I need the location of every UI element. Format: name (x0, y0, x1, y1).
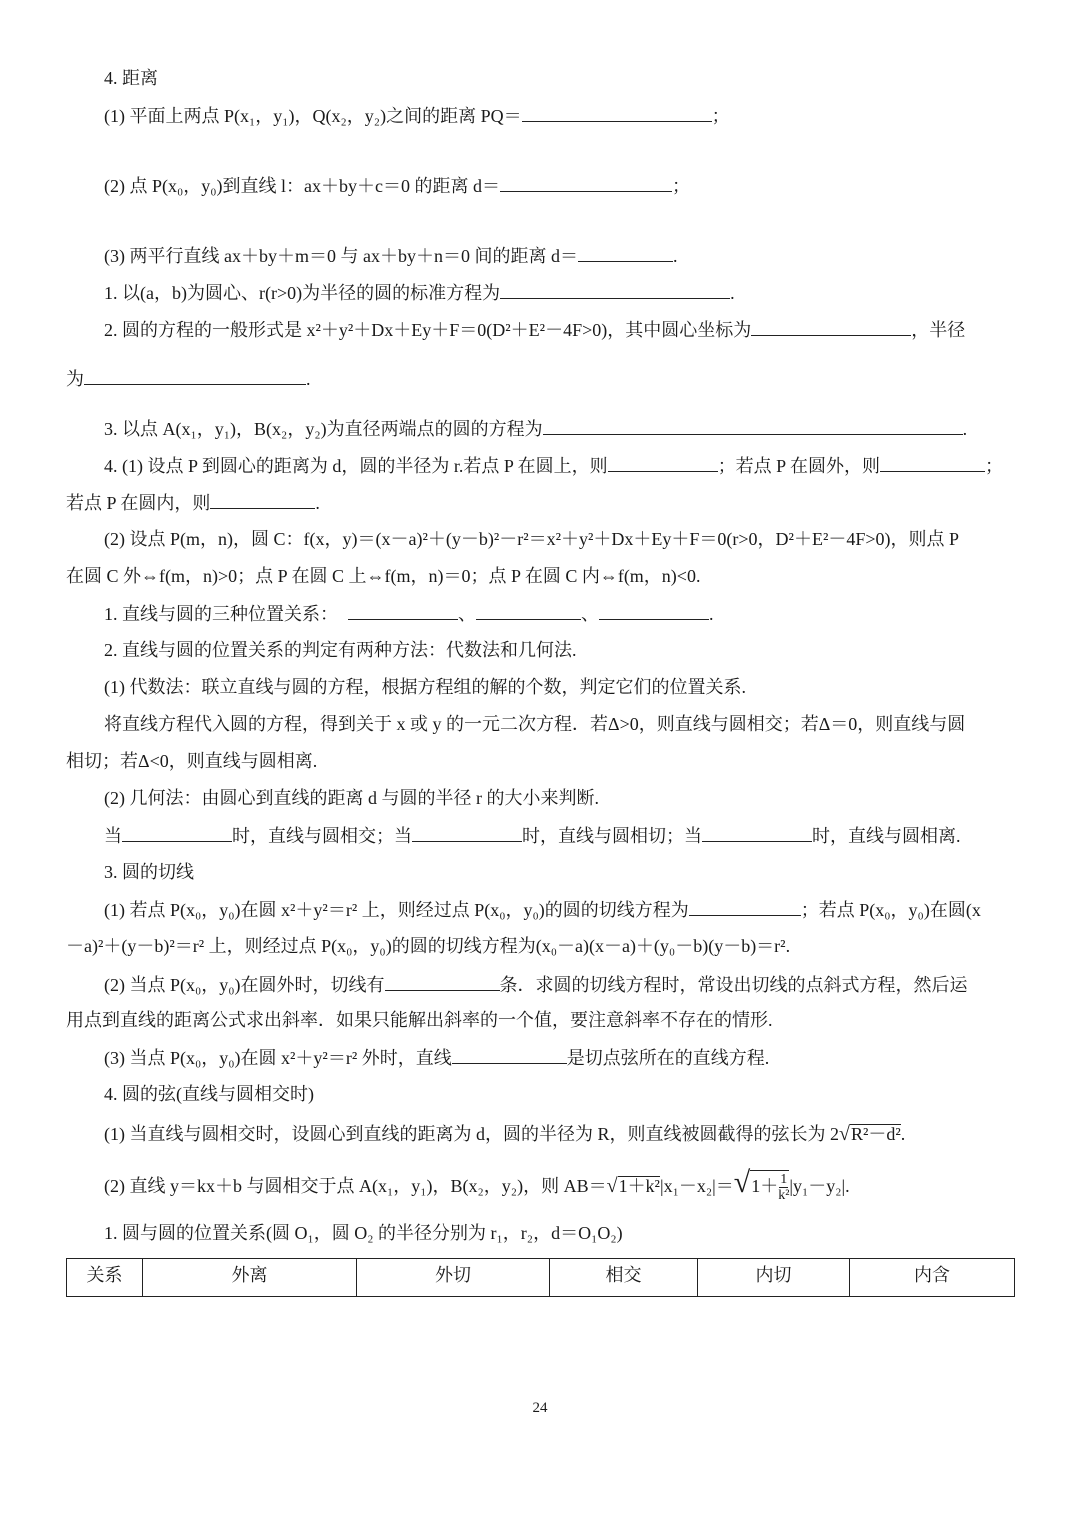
text: 是切点弦所在的直线方程. (566, 1048, 770, 1068)
text: (1) 平面上两点 P(x₁，y₁)，Q(x₂，y₂)之间的距离 PQ＝ (104, 106, 522, 126)
text: (1) 当直线与圆相交时，设圆心到直线的距离为 d，圆的半径为 R，则直线被圆截得的弦长为 2 (104, 1124, 839, 1144)
text: (2) 当点 P(x₀，y₀)在圆外时，切线有 (104, 975, 385, 995)
line-algebraic (104, 675, 746, 699)
table-header-cell: 外切 (357, 1259, 550, 1297)
line-circle-circle-relation (104, 1221, 623, 1245)
text: 、 (458, 604, 476, 624)
answer-blank[interactable] (543, 416, 963, 435)
line-geometric-blanks (104, 823, 961, 848)
text: . (306, 369, 311, 389)
text: 将直线方程代入圆的方程，得到关于 x 或 y 的一元二次方程．若Δ>0，则直线与圆相交；若Δ＝0，则直线与圆 (104, 714, 966, 734)
line-chord-length-formula (104, 1166, 850, 1204)
table-header-cell: 内切 (698, 1259, 850, 1297)
line-two-methods (104, 638, 577, 662)
answer-blank[interactable] (348, 601, 458, 620)
sqrt-icon: √ (733, 1166, 751, 1199)
text: 1. 以(a，b)为圆心、r(r>0)为半径的圆的标准方程为 (104, 283, 501, 303)
line-distance-two-points (104, 103, 730, 128)
text: 1＋ (751, 1176, 779, 1196)
text: 当 (104, 826, 122, 846)
answer-blank[interactable] (608, 453, 718, 472)
table-header-cell: 关系 (67, 1259, 143, 1297)
answer-blank[interactable] (84, 366, 306, 385)
table-header-cell: 外离 (143, 1259, 357, 1297)
text: . (730, 283, 735, 303)
line-tangent-outside (104, 972, 968, 997)
math-radicand: R²－d² (850, 1124, 901, 1144)
text: . (962, 419, 968, 439)
line-distance-point-line (104, 173, 690, 198)
line-function-criterion-cont (66, 564, 700, 588)
text: (2) 几何法：由圆心到直线的距离 d 与圆的半径 r 的大小来判断. (104, 788, 599, 808)
text: ；若点 P 在圆外，则 (717, 456, 881, 476)
line-tangent-on-circle-cont (66, 934, 790, 958)
section-heading-tangent (104, 860, 194, 884)
line-discriminant-cont (66, 749, 317, 773)
text: (2) 直线 y＝kx＋b 与圆相交于点 A(x₁，y₁)，B(x₂，y₂)，则 AB＝ (104, 1176, 607, 1196)
line-point-circle-position (104, 453, 1003, 478)
text: －a)²＋(y－b)²＝r² 上，则经过点 P(x₀，y₀)的圆的切线方程为(x₀－a)(x－a)＋(y₀－b)(y－b)＝r². (66, 936, 791, 956)
text: 时，直线与圆相切；当 (522, 826, 702, 846)
answer-blank[interactable] (880, 453, 985, 472)
text: (2) 点 P(x₀，y₀)到直线 l：ax＋by＋c＝0 的距离 d＝ (104, 176, 501, 196)
text: . (315, 493, 320, 513)
text: 1. 圆与圆的位置关系(圆 O₁，圆 O₂ 的半径分别为 r₁，r₂，d＝O₁O₂) (104, 1223, 623, 1243)
circle-relation-table (66, 1258, 1015, 1297)
answer-blank[interactable] (210, 490, 315, 509)
text: (2) 设点 P(m，n)，圆 C：f(x，y)＝(x－a)²＋(y－b)²－r²＝x²＋y²＋Dx＋Ey＋F＝0(r>0，D²＋E²－4F>0)，则点 P (104, 529, 960, 549)
answer-blank[interactable] (578, 243, 673, 262)
line-point-inside (66, 490, 320, 515)
answer-blank[interactable] (689, 897, 801, 916)
line-general-equation (104, 317, 965, 342)
numerator: 1 (780, 1172, 788, 1188)
answer-blank[interactable] (412, 823, 522, 842)
answer-blank[interactable] (476, 601, 581, 620)
line-diameter-equation (104, 416, 967, 441)
answer-blank[interactable] (522, 103, 712, 122)
answer-blank[interactable] (122, 823, 232, 842)
table-header-cell: 相交 (550, 1259, 698, 1297)
section-heading-distance (104, 66, 158, 90)
text: 在圆 C 外⇔f(m，n)>0；点 P 在圆 C 上⇔f(m，n)＝0；点 P 在圆 C 内⇔f(m，n)<0. (66, 566, 701, 586)
text: 为 (66, 369, 84, 389)
line-function-criterion (104, 527, 959, 551)
answer-blank[interactable] (452, 1045, 567, 1064)
line-tangent-on-circle (104, 897, 981, 922)
line-standard-equation (104, 280, 735, 305)
text: 3. 以点 A(x₁，y₁)，B(x₂，y₂)为直径两端点的圆的方程为 (104, 419, 543, 439)
text: 相切；若Δ<0，则直线与圆相离. (66, 751, 318, 771)
text: 2. 圆的方程的一般形式是 x²＋y²＋Dx＋Ey＋F＝0(D²＋E²－4F>0)，其中圆心坐标为 (104, 320, 752, 340)
text: 用点到直线的距离公式求出斜率．如果只能解出斜率的一个值，要注意斜率不存在的情形. (66, 1010, 773, 1030)
text: |y₁－y₂|. (789, 1176, 850, 1196)
text: ，半径 (911, 320, 966, 340)
answer-blank[interactable] (500, 173, 672, 192)
line-geometric (104, 786, 599, 810)
sqrt-icon: √ (606, 1175, 618, 1197)
text: 3. 圆的切线 (104, 862, 194, 882)
line-distance-parallel (104, 243, 677, 268)
denominator: k² (778, 1188, 790, 1204)
text: . (709, 604, 714, 624)
answer-blank[interactable] (751, 317, 911, 336)
text: ； (672, 176, 691, 196)
text: (3) 当点 P(x₀，y₀)在圆 x²＋y²＝r² 外时，直线 (104, 1048, 452, 1068)
line-chord-of-contact (104, 1045, 769, 1070)
answer-blank[interactable] (500, 280, 730, 299)
text: |x₁－x₂|＝ (659, 1176, 734, 1196)
text: 2. 直线与圆的位置关系的判定有两种方法：代数法和几何法. (104, 640, 577, 660)
fraction (778, 1172, 789, 1203)
answer-blank[interactable] (702, 823, 812, 842)
text: . (900, 1124, 906, 1144)
line-general-equation-cont (66, 366, 311, 391)
answer-blank[interactable] (385, 972, 500, 991)
text: 4. 距离 (104, 68, 158, 88)
text: ； (985, 456, 1004, 476)
text: 若点 P 在圆内，则 (66, 493, 211, 513)
sqrt-icon: √ (839, 1123, 850, 1145)
text: 条．求圆的切线方程时，常设出切线的点斜式方程，然后运 (499, 975, 968, 995)
answer-blank[interactable] (599, 601, 709, 620)
text: ；若点 P(x₀，y₀)在圆(x (800, 900, 981, 920)
text: (1) 代数法：联立直线与圆的方程，根据方程组的解的个数，判定它们的位置关系. (104, 677, 746, 697)
text: 、 (581, 604, 599, 624)
section-heading-chord (104, 1082, 314, 1106)
line-discriminant (104, 712, 965, 736)
line-three-relations (104, 601, 714, 626)
text: ； (711, 106, 730, 126)
text: 4. 圆的弦(直线与圆相交时) (104, 1084, 314, 1104)
line-chord-length (104, 1122, 905, 1146)
text: 1. 直线与圆的三种位置关系： (104, 604, 338, 624)
text: 时，直线与圆相交；当 (232, 826, 412, 846)
text: (1) 若点 P(x₀，y₀)在圆 x²＋y²＝r² 上，则经过点 P(x₀，y₀)的圆的切线方程为 (104, 900, 689, 920)
page-number: 24 (532, 1400, 548, 1416)
text: 时，直线与圆相离. (812, 826, 961, 846)
table-header-cell: 内含 (850, 1259, 1015, 1297)
text: . (672, 246, 678, 266)
text: (3) 两平行直线 ax＋by＋m＝0 与 ax＋by＋n＝0 间的距离 d＝ (104, 246, 578, 266)
text: 4. (1) 设点 P 到圆心的距离为 d，圆的半径为 r.若点 P 在圆上，则 (104, 456, 608, 476)
line-tangent-outside-cont (66, 1008, 773, 1032)
table-row (67, 1259, 1015, 1297)
math-radicand (750, 1170, 789, 1203)
math-radicand: 1＋k² (618, 1176, 660, 1196)
